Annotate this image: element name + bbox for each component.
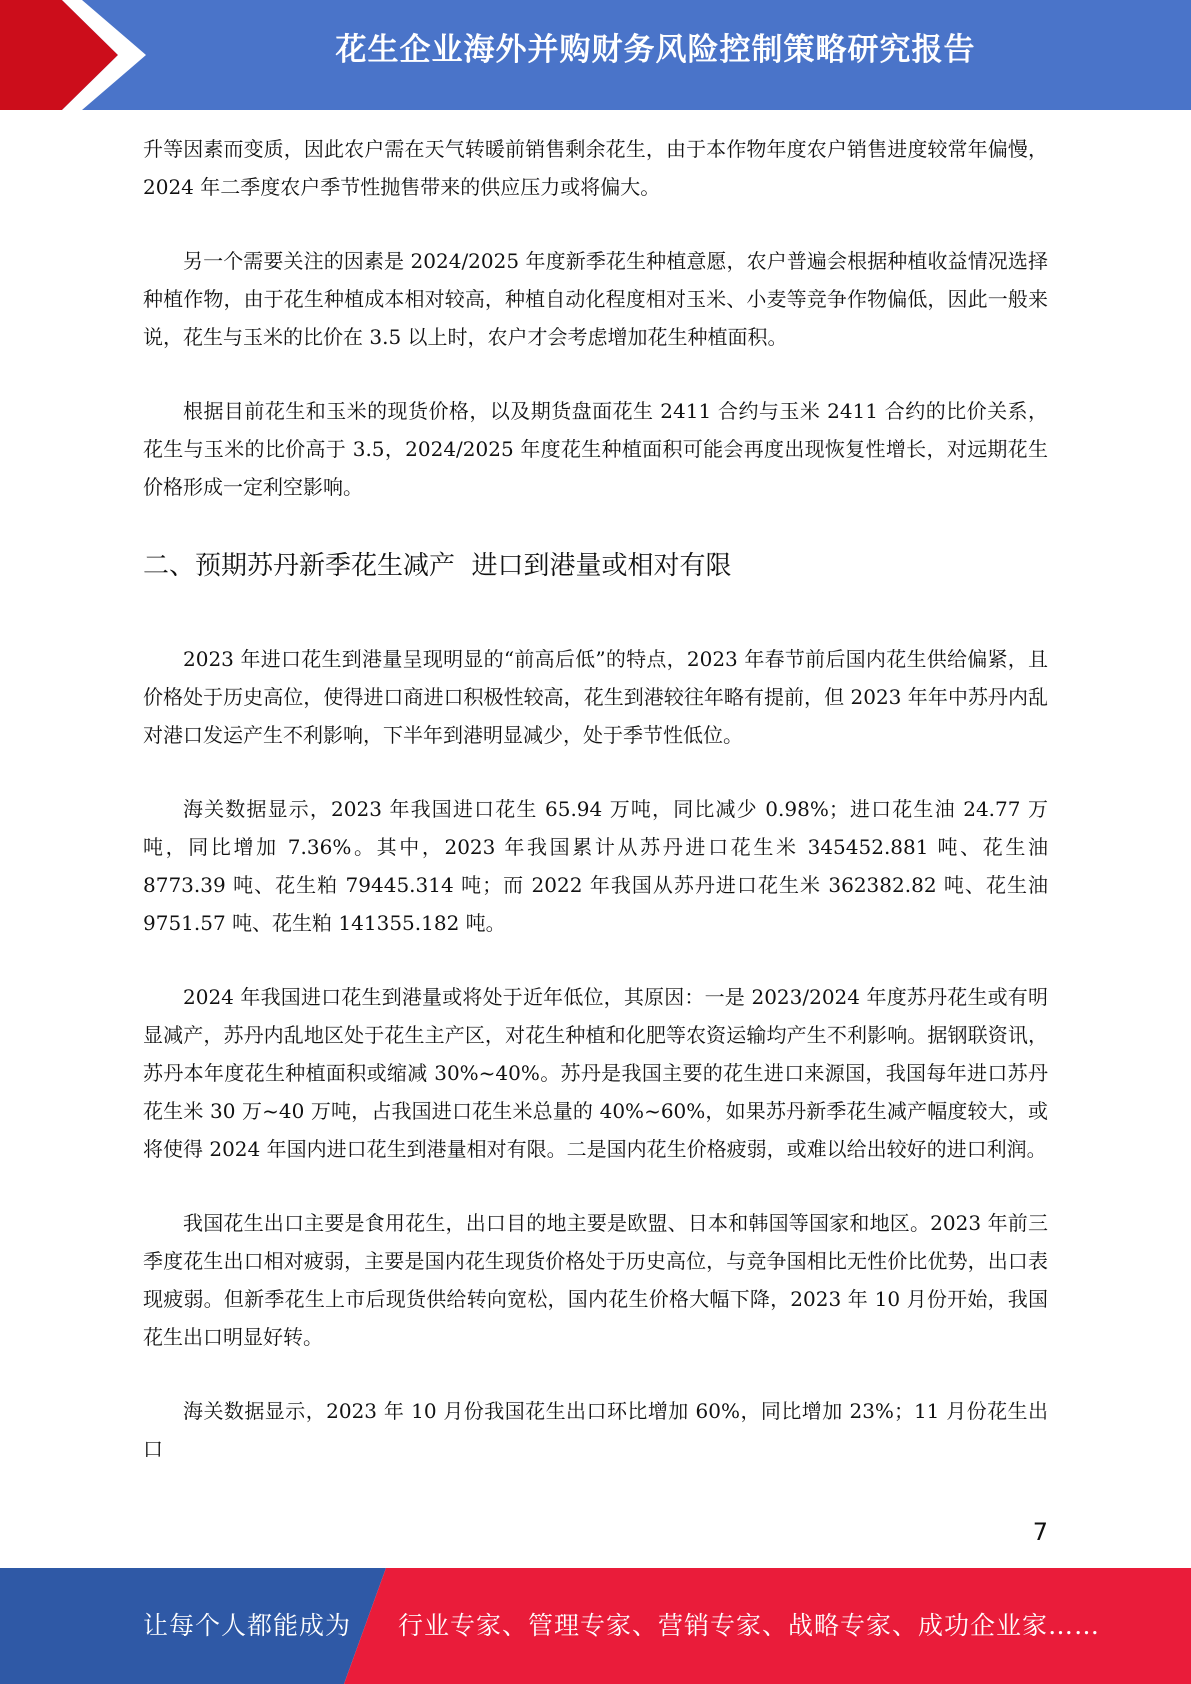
page-number: 7 xyxy=(1032,1518,1048,1546)
paragraph-planting-intention: 另一个需要关注的因素是 2024/2025 年度新季花生种植意愿，农户普遍会根据种植收益情况选择种植作物，由于花生种植成本相对较高，种植自动化程度相对玉米、小麦等竞争作物偏低，因此一般来说，花生与玉米的比价在 3.5 以上时，农户才会考虑增加花生种植面积。 xyxy=(143,249,1048,349)
paragraph-import-2023: 2023 年进口花生到港量呈现明显的“前高后低”的特点，2023 年春节前后国内花生供给偏紧，且价格处于历史高位，使得进口商进口积极性较高，花生到港较往年略有提前，但 2023 年年中苏丹内乱对港口发运产生不利影响，下半年到港明显减少，处于季节性低位。 xyxy=(143,647,1048,747)
paragraph-customs-data: 海关数据显示，2023 年我国进口花生 65.94 万吨，同比减少 0.98%；进口花生油 24.77 万吨，同比增加 7.36%。其中，2023 年我国累计从苏丹进口花生米 345452.881 吨、花生油 8773.39 吨、花生粕 79445.314 吨；而 2022 年我国从苏丹进口花生米 362382.82 吨、花生油 9751.57 吨、花生粕 141355.182 吨。 xyxy=(143,797,1048,935)
footer-slogan-right: 行业专家、管理专家、营销专家、战略专家、成功企业家…… xyxy=(398,1611,1101,1640)
section-heading: 二、预期苏丹新季花生减产 进口到港量或相对有限 xyxy=(143,551,732,581)
paragraph-price-ratio: 根据目前花生和玉米的现货价格，以及期货盘面花生 2411 合约与玉米 2411 合约的比价关系，花生与玉米的比价高于 3.5，2024/2025 年度花生种植面积可能会再度出现恢复性增长，对远期花生价格形成一定利空影响。 xyxy=(143,399,1048,499)
paragraph-export: 我国花生出口主要是食用花生，出口目的地主要是欧盟、日本和韩国等国家和地区。2023 年前三季度花生出口相对疲弱，主要是国内花生现货价格处于历史高位，与竞争国相比无性价比优势，出口表现疲弱。但新季花生上市后现货供给转向宽松，国内花生价格大幅下降，2023 年 10 月份开始，我国花生出口明显好转。 xyxy=(143,1211,1048,1349)
page-header xyxy=(0,0,1191,110)
paragraph-customs-export: 海关数据显示，2023 年 10 月份我国花生出口环比增加 60%，同比增加 23%；11 月份花生出口 xyxy=(143,1399,1048,1461)
footer-slogan-left: 让每个人都能成为 xyxy=(143,1611,352,1640)
paragraph-continued: 升等因素而变质，因此农户需在天气转暖前销售剩余花生，由于本作物年度农户销售进度较常年偏慢，2024 年二季度农户季节性抛售带来的供应压力或将偏大。 xyxy=(143,137,1048,199)
paragraph-import-2024: 2024 年我国进口花生到港量或将处于近年低位，其原因：一是 2023/2024 年度苏丹花生或有明显减产，苏丹内乱地区处于花生主产区，对花生种植和化肥等农资运输均产生不利影响。据钢联资讯，苏丹本年度花生种植面积或缩减 30%~40%。苏丹是我国主要的花生进口来源国，我国每年进口苏丹花生米 30 万~40 万吨，占我国进口花生米总量的 40%~60%，如果苏丹新季花生减产幅度较大，或将使得 2024 年国内进口花生到港量相对有限。二是国内花生价格疲弱，或难以给出较好的进口利润。 xyxy=(143,985,1048,1161)
page-footer xyxy=(0,1568,1191,1684)
main-content xyxy=(143,130,1048,1468)
report-title: 花生企业海外并购财务风险控制策略研究报告 xyxy=(335,32,976,68)
